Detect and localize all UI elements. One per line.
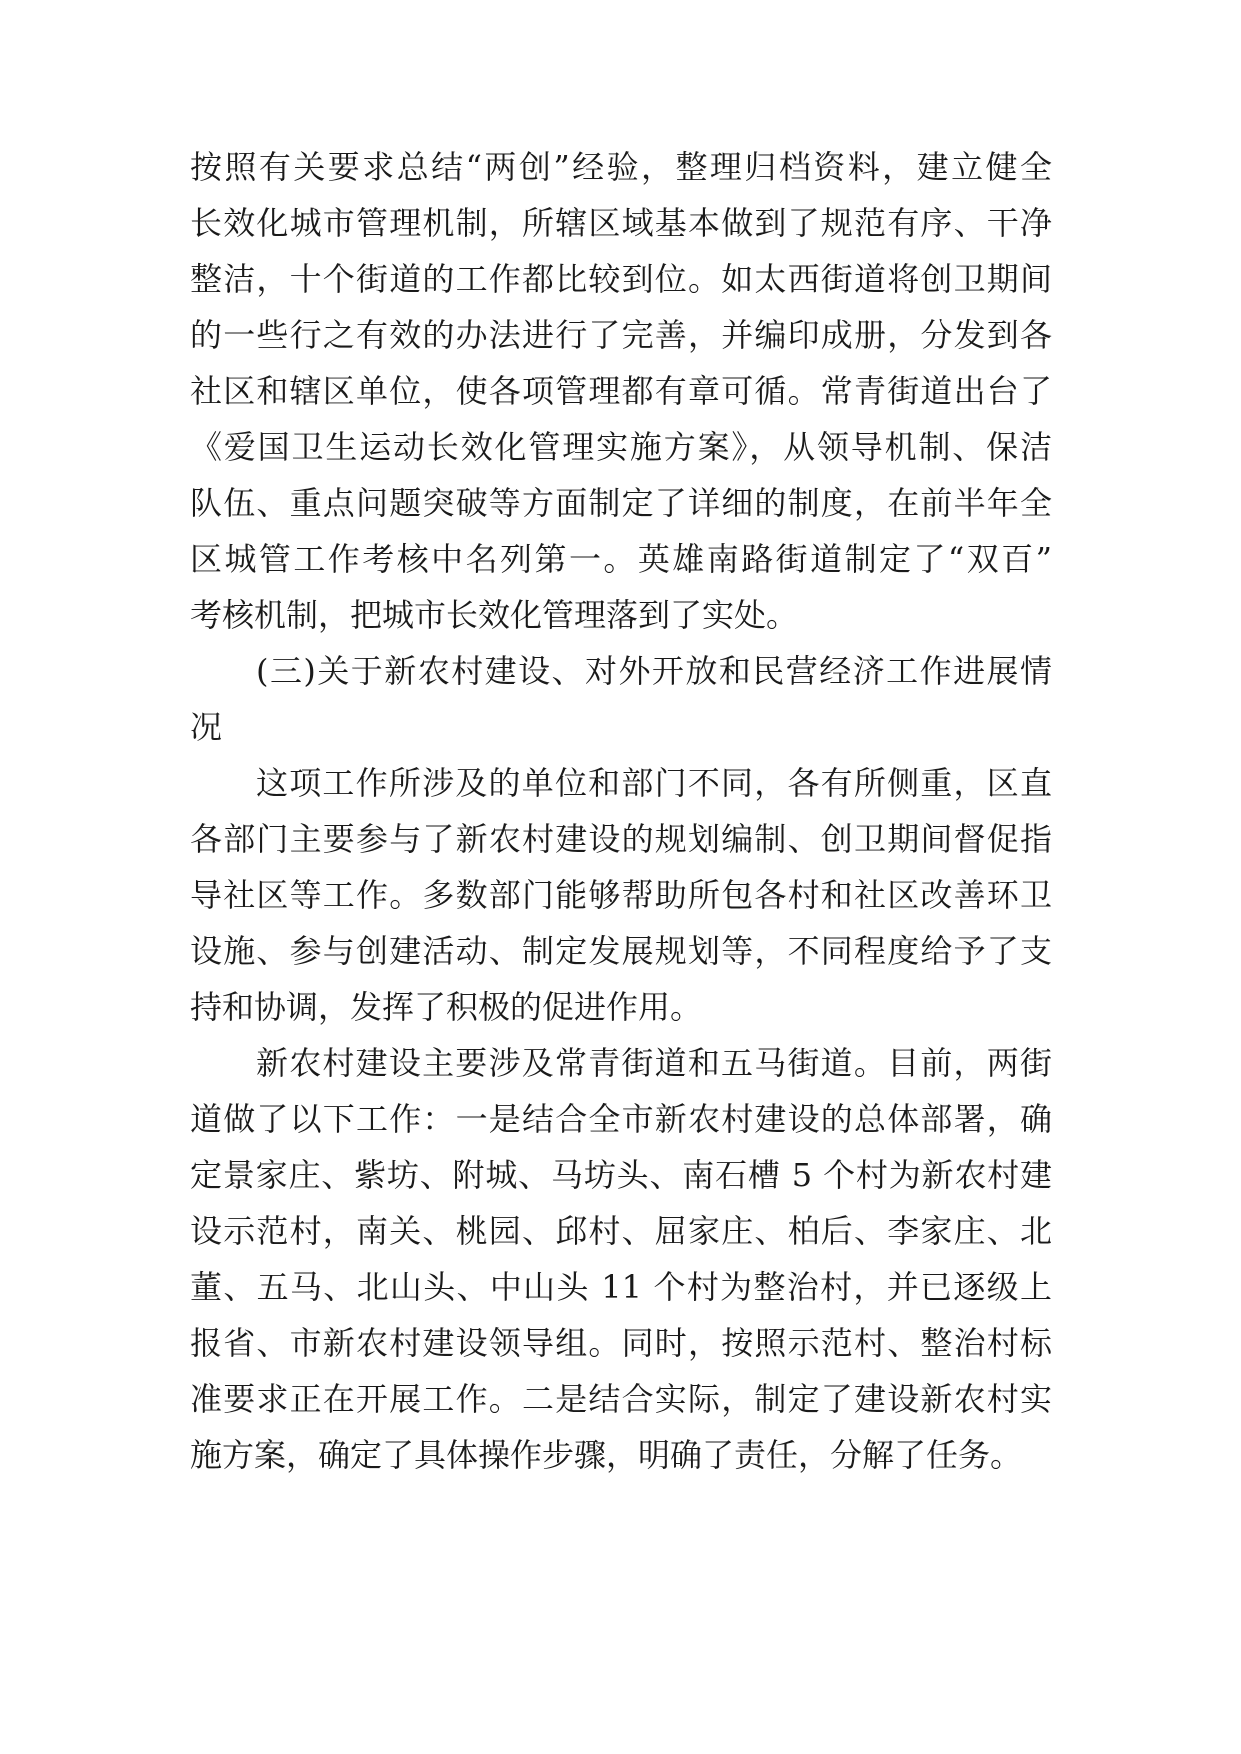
text-line-19: 定景家庄、紫坊、附城、马坊头、南石槽 5 个村为新农村建 bbox=[190, 1156, 1052, 1194]
text-line-20: 设示范村，南关、桃园、邱村、屈家庄、柏后、李家庄、北 bbox=[190, 1212, 1052, 1250]
text-line-2: 长效化城市管理机制，所辖区域基本做到了规范有序、干净 bbox=[190, 204, 1052, 242]
text-line-14: 导社区等工作。多数部门能够帮助所包各村和社区改善环卫 bbox=[190, 876, 1052, 914]
text-line-5: 社区和辖区单位，使各项管理都有章可循。常青街道出台了 bbox=[190, 372, 1052, 410]
text-line-13: 各部门主要参与了新农村建设的规划编制、创卫期间督促指 bbox=[190, 820, 1052, 858]
text-line-23: 准要求正在开展工作。二是结合实际，制定了建设新农村实 bbox=[190, 1380, 1052, 1418]
text-line-9: 考核机制，把城市长效化管理落到了实处。 bbox=[190, 596, 799, 634]
text-line-4: 的一些行之有效的办法进行了完善，并编印成册，分发到各 bbox=[190, 316, 1052, 354]
text-line-22: 报省、市新农村建设领导组。同时，按照示范村、整治村标 bbox=[190, 1324, 1052, 1362]
text-line-12: 这项工作所涉及的单位和部门不同，各有所侧重，区直 bbox=[256, 764, 1052, 802]
text-line-6: 《爱国卫生运动长效化管理实施方案》，从领导机制、保洁 bbox=[190, 428, 1052, 466]
text-line-17: 新农村建设主要涉及常青街道和五马街道。目前，两街 bbox=[256, 1044, 1052, 1082]
text-line-1: 按照有关要求总结“两创”经验，整理归档资料，建立健全 bbox=[190, 148, 1052, 186]
text-line-21: 董、五马、北山头、中山头 11 个村为整治村，并已逐级上 bbox=[190, 1268, 1052, 1306]
text-line-7: 队伍、重点问题突破等方面制定了详细的制度，在前半年全 bbox=[190, 484, 1052, 522]
text-line-24: 施方案，确定了具体操作步骤，明确了责任，分解了任务。 bbox=[190, 1436, 1023, 1474]
text-line-16: 持和协调，发挥了积极的促进作用。 bbox=[190, 988, 703, 1026]
section-heading-line-2: 况 bbox=[190, 708, 223, 746]
text-line-18: 道做了以下工作：一是结合全市新农村建设的总体部署，确 bbox=[190, 1100, 1052, 1138]
section-heading-line-1: (三)关于新农村建设、对外开放和民营经济工作进展情 bbox=[256, 652, 1052, 690]
text-line-3: 整洁，十个街道的工作都比较到位。如太西街道将创卫期间 bbox=[190, 260, 1052, 298]
text-line-15: 设施、参与创建活动、制定发展规划等，不同程度给予了支 bbox=[190, 932, 1052, 970]
text-line-8: 区城管工作考核中名列第一。英雄南路街道制定了“双百” bbox=[190, 540, 1052, 578]
